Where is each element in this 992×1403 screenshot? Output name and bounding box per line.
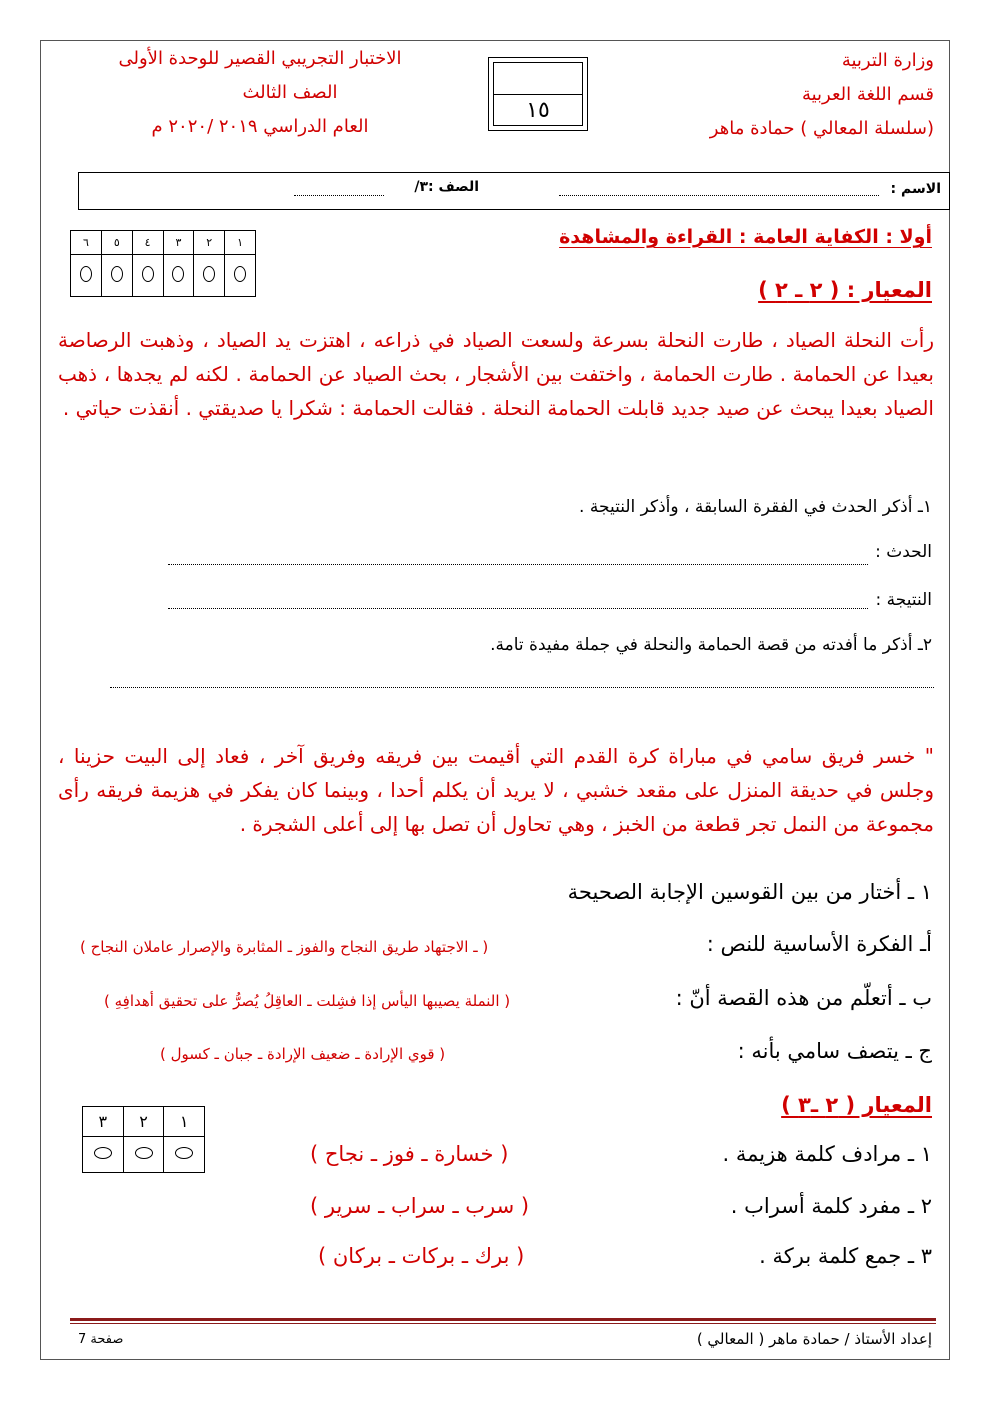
result-answer-field[interactable] — [168, 608, 868, 609]
question-1: ١ـ أذكر الحدث في الفقرة السابقة ، وأذكر النتيجة . — [579, 497, 932, 517]
mcq-item-c-label: ج ـ يتصف سامي بأنه : — [737, 1039, 932, 1063]
footer-divider — [70, 1318, 936, 1321]
vocab-question-3: ٣ ـ جمع كلمة بركة . — [759, 1244, 932, 1268]
name-field[interactable] — [559, 195, 879, 196]
school-year: العام الدراسي ٢٠١٩ /٢٠٢٠ م — [151, 116, 369, 137]
footer-divider-thin — [70, 1323, 936, 1324]
answer-bubble[interactable] — [135, 1147, 153, 1159]
vocab-options-3[interactable]: ( برك ـ بركات ـ بركان ) — [318, 1244, 525, 1268]
grid-number: ١ — [164, 1107, 205, 1137]
class-field[interactable] — [294, 195, 384, 196]
answer-bubble[interactable] — [172, 266, 184, 282]
reading-passage-1: رأت النحلة الصياد ، طارت النحلة بسرعة ولسعت الصياد في ذراعه ، اهتزت يد الصياد ، وذهبت الرصاصة بعيدا عن الحمامة . طارت الحمامة ، واختفت بين الأشجار ، بحث الصياد عن الحمامة . لكنه لم يجدها ، ذهب الصياد بعيدا يبحث عن صيد جديد قابلت الحمامة النحلة . فقالت الحمامة : شكرا يا صديقتي . أنقذت حياتي . — [58, 328, 934, 420]
grid-number: ٢ — [123, 1107, 164, 1137]
ministry-header — [634, 50, 934, 140]
mcq-item-b-options[interactable]: ( النملة يصيبها اليأس إذا فشِلت ـ العاقِلُ يُصرُّ على تحقيق أهدافِهِ ) — [104, 992, 511, 1010]
department-name: قسم اللغة العربية — [801, 84, 934, 105]
grid-number: ٥ — [101, 231, 132, 255]
section-title: أولا : الكفاية العامة : القراءة والمشاهدة — [559, 226, 932, 248]
grid-number: ٦ — [71, 231, 102, 255]
student-info-bar — [78, 172, 950, 210]
grid-number: ١ — [225, 231, 256, 255]
answer-bubble[interactable] — [80, 266, 92, 282]
event-label: الحدث : — [875, 542, 932, 562]
score-grid-3 — [82, 1106, 205, 1173]
vocab-options-2[interactable]: ( سرب ـ سراب ـ سرير ) — [310, 1194, 530, 1218]
criterion-heading: المعيار : ( ٢ ـ ٢ ) — [758, 278, 932, 302]
vocab-question-1: ١ ـ مرادف كلمة هزيمة . — [722, 1142, 932, 1166]
result-label: النتيجة : — [875, 590, 932, 610]
reading-passage-2: " خسر فريق سامي في مباراة كرة القدم التي أقيمت بين فريقه وفريق آخر ، فعاد إلى البيت حزينا ، وجلس في حديقة المنزل على مقعد خشبي ، لا يريد أن يكلم أحدا ، وبينما كان يفكر في هزيمة فريقه رأى مجموعة من النمل تجر قطعة من الخبز ، وهي تحاول أن تصل بها إلى أعلى الشجرة . — [58, 744, 934, 836]
ministry-name: وزارة التربية — [841, 50, 934, 71]
criterion-heading-2: المعيار ( ٢ ـ٣ ) — [781, 1093, 932, 1117]
vocab-question-2: ٢ ـ مفرد كلمة أسراب . — [730, 1194, 932, 1218]
grade-label: الصف الثالث — [242, 82, 338, 103]
answer-bubble[interactable] — [234, 266, 246, 282]
mcq-item-c-options[interactable]: ( قوي الإرادة ـ ضعيف الإرادة ـ جبان ـ كسول ) — [160, 1045, 446, 1063]
grid-number: ٣ — [83, 1107, 124, 1137]
answer-bubble[interactable] — [203, 266, 215, 282]
page-number: صفحة 7 — [78, 1332, 124, 1347]
vocab-options-1[interactable]: ( خسارة ـ فوز ـ نجاح ) — [310, 1142, 509, 1166]
answer-bubble[interactable] — [94, 1147, 112, 1159]
name-label: الاسم : — [890, 181, 941, 197]
answer-bubble[interactable] — [111, 266, 123, 282]
mcq-item-a-label: أـ الفكرة الأساسية للنص : — [706, 932, 932, 956]
answer-bubble[interactable] — [175, 1147, 193, 1159]
mcq-item-b-label: ب ـ أتعلّم من هذه القصة أنّ : — [675, 986, 932, 1010]
exam-title: الاختبار التجريبي القصير للوحدة الأولى — [118, 48, 402, 69]
footer-author: إعداد الأستاذ / حمادة ماهر ( المعالي ) — [696, 1330, 932, 1348]
grid-number: ٤ — [132, 231, 163, 255]
mcq-instruction: ١ ـ أختار من بين القوسين الإجابة الصحيحة — [567, 880, 932, 904]
question-2: ٢ـ أذكر ما أفدته من قصة الحمامة والنحلة في جملة مفيدة تامة. — [490, 635, 932, 655]
series-name: (سلسلة المعالي ) حمادة ماهر — [709, 118, 934, 139]
class-label: الصف :٣/ — [414, 179, 479, 195]
answer-bubble[interactable] — [142, 266, 154, 282]
lesson-answer-field[interactable] — [110, 687, 934, 688]
total-score: ١٥ — [526, 98, 550, 123]
score-box — [488, 57, 588, 131]
mcq-item-a-options[interactable]: ( ـ الاجتهاد طريق النجاح والفوز ـ المثابرة والإصرار عاملان النجاح ) — [80, 938, 489, 956]
event-answer-field[interactable] — [168, 564, 868, 565]
grid-number: ٣ — [163, 231, 194, 255]
exam-header — [60, 48, 460, 138]
score-grid-6 — [70, 230, 256, 297]
grid-number: ٢ — [194, 231, 225, 255]
